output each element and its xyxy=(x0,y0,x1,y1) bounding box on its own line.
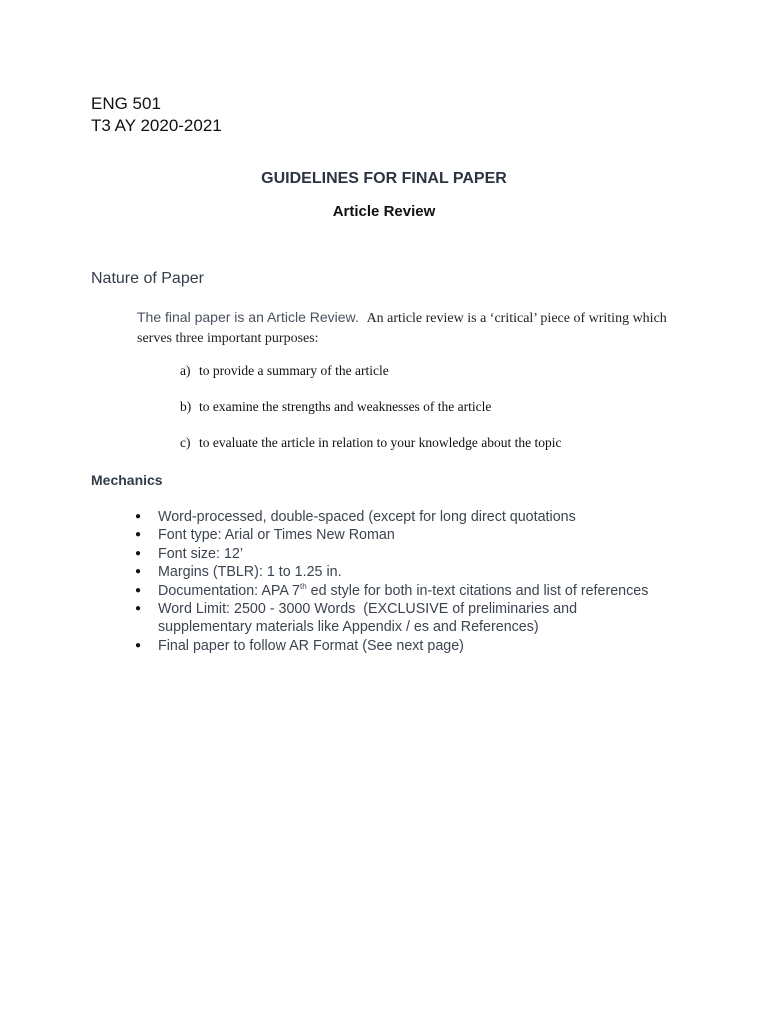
purpose-text: to examine the strengths and weaknesses of the article xyxy=(199,399,492,414)
purpose-label: c) xyxy=(180,435,191,450)
purpose-label: a) xyxy=(180,363,191,378)
purpose-item xyxy=(180,363,389,379)
bullet-icon: ● xyxy=(135,529,142,541)
bullet-icon: ● xyxy=(135,603,142,615)
bullet-icon: ● xyxy=(135,639,142,651)
purpose-text: to provide a summary of the article xyxy=(199,363,389,378)
list-item: ● Font size: 12’ xyxy=(135,545,244,562)
bullet-icon: ● xyxy=(135,547,142,559)
nature-intro xyxy=(137,308,682,348)
purpose-label: b) xyxy=(180,399,192,414)
term-label: T3 AY 2020-2021 xyxy=(91,116,222,135)
list-item: ● Margins (TBLR): 1 to 1.25 in. xyxy=(135,564,342,581)
mechanics-list xyxy=(133,508,653,655)
ordinal-superscript: th xyxy=(300,581,307,591)
purpose-text: to evaluate the article in relation to your knowledge about the topic xyxy=(199,435,562,450)
page-title: GUIDELINES FOR FINAL PAPER xyxy=(261,170,507,187)
page-subtitle: Article Review xyxy=(332,203,436,220)
course-code: ENG 501 xyxy=(91,94,161,113)
bullet-icon: ● xyxy=(135,584,142,596)
nature-heading: Nature of Paper xyxy=(91,270,204,287)
list-item: ● Word-processed, double-spaced (except for long direct quotations xyxy=(135,509,576,525)
list-item: ● Documentation: APA 7th ed style for both in-text citations and list of references xyxy=(135,581,649,599)
list-item: ● Font type: Arial or Times New Roman xyxy=(135,527,395,544)
bullet-icon: ● xyxy=(135,566,142,578)
list-item: ● Word Limit: 2500 - 3000 Words (EXCLUSIVE of preliminaries and supplementary materials like Appendix / es and References) xyxy=(135,601,582,636)
mechanics-heading: Mechanics xyxy=(91,472,163,488)
intro-sans-text: The final paper is an Article Review. xyxy=(137,309,359,325)
intro-serif-text: An article review is a ‘critical’ piece of writing which serves three important purposes: xyxy=(137,311,667,346)
purpose-item xyxy=(180,435,562,451)
list-item: ● Final paper to follow AR Format (See next page) xyxy=(135,637,464,654)
purpose-item xyxy=(180,399,491,415)
bullet-icon: ● xyxy=(135,511,142,522)
